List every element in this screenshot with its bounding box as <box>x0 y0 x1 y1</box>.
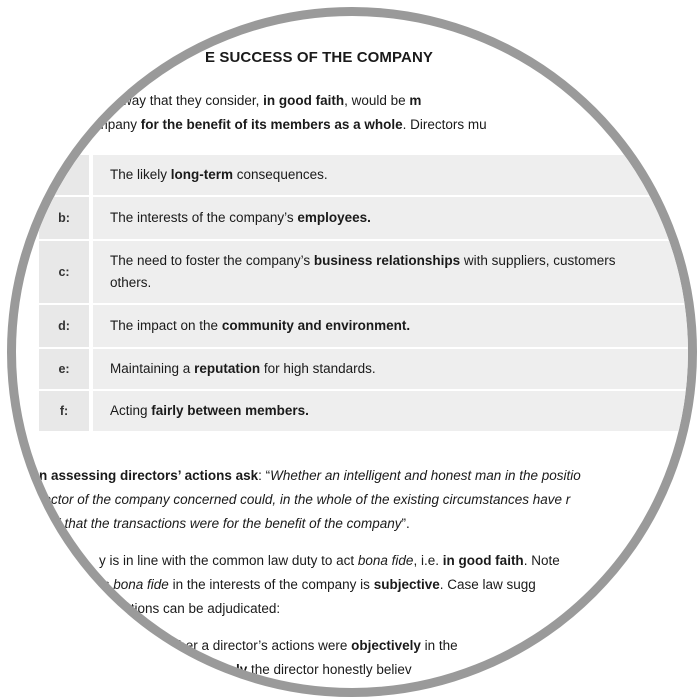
duties-table <box>39 155 697 433</box>
common-law-paragraph <box>99 549 560 621</box>
row-text <box>93 349 697 389</box>
para-bold: objectively <box>351 638 421 653</box>
para-text: . Case law sugg <box>439 577 536 592</box>
row-text <box>93 241 697 303</box>
para-italic: bona fide <box>113 577 169 592</box>
para-italic: ved that the transactions were for the benefit of the company <box>39 516 402 531</box>
para-italic: bona fide <box>357 553 414 568</box>
para-text: , i.e. <box>413 553 443 568</box>
adjudication-list <box>159 634 458 682</box>
para-text: the director honestly believ <box>247 662 412 677</box>
table-row <box>39 155 697 195</box>
row-text-bold: business relationships <box>313 253 461 268</box>
table-row <box>39 197 697 239</box>
intro-bold: in good faith <box>263 93 345 108</box>
row-text-bold: community and environment. <box>221 318 411 333</box>
intro-text: , would be <box>344 93 410 108</box>
row-key: b: <box>39 197 89 239</box>
para-bold: n assessing directors’ actions ask <box>39 468 259 483</box>
para-text: ts <box>99 577 114 592</box>
row-text-continued: others. <box>110 275 152 290</box>
row-key <box>39 155 89 195</box>
table-row <box>39 305 697 347</box>
row-text-part: The impact on the <box>110 318 222 333</box>
row-text-part: for high standards. <box>260 361 376 376</box>
row-text <box>93 197 697 239</box>
intro-text: . Directors mu <box>402 117 487 132</box>
circular-magnifier-frame <box>7 7 697 697</box>
row-key: c: <box>39 241 89 303</box>
intro-bold: for the benefit of its members as a whole <box>140 117 403 132</box>
para-italic: rector of the company concerned could, in the whole of the existing circumstances have r <box>39 492 571 507</box>
row-text-bold: fairly between members. <box>151 403 309 418</box>
para-text: : “ <box>258 468 271 483</box>
row-text-part: with suppliers, customers <box>460 253 616 268</box>
row-text-part: Acting <box>110 403 152 418</box>
para-text: ”. <box>401 516 410 531</box>
row-text-part: The likely <box>110 167 171 182</box>
para-text: in the interests of the company is <box>168 577 374 592</box>
intro-line-2 <box>71 113 691 137</box>
row-key: d: <box>39 305 89 347</box>
row-text-bold: employees. <box>297 210 371 225</box>
row-text-part: The interests of the company’s <box>110 210 298 225</box>
para-text: in the <box>420 638 458 653</box>
row-text-part: Maintaining a <box>110 361 195 376</box>
intro-line-1 <box>71 89 691 113</box>
row-text <box>93 391 697 431</box>
row-text <box>93 305 697 347</box>
para-bold: in good faith <box>442 553 524 568</box>
table-row <box>39 391 697 431</box>
intro-text: ct in the way that they consider, <box>71 93 264 108</box>
row-key: f: <box>39 391 89 431</box>
row-text-part: The need to foster the company’s <box>110 253 314 268</box>
document-page <box>9 9 697 697</box>
para-text: ether a director’s actions were <box>167 638 352 653</box>
section-heading: E SUCCESS OF THE COMPANY <box>205 49 433 66</box>
row-text-bold: long-term <box>170 167 234 182</box>
para-text: rs’ actions can be adjudicated: <box>99 601 281 616</box>
para-bold: subjective <box>373 577 440 592</box>
row-key: e: <box>39 349 89 389</box>
assessment-paragraph <box>39 464 581 536</box>
para-text: y is in line with the common law duty to act <box>99 553 358 568</box>
table-row <box>39 241 697 303</box>
table-row <box>39 349 697 389</box>
row-text-part: consequences. <box>233 167 328 182</box>
para-italic: Whether an intelligent and honest man in the positio <box>270 468 581 483</box>
intro-paragraph <box>71 89 691 137</box>
row-text-bold: reputation <box>194 361 261 376</box>
para-text: . Note <box>523 553 560 568</box>
intro-bold: m <box>409 93 422 108</box>
para-bold: vely <box>221 662 248 677</box>
intro-text: e company <box>71 117 141 132</box>
row-text <box>93 155 697 195</box>
